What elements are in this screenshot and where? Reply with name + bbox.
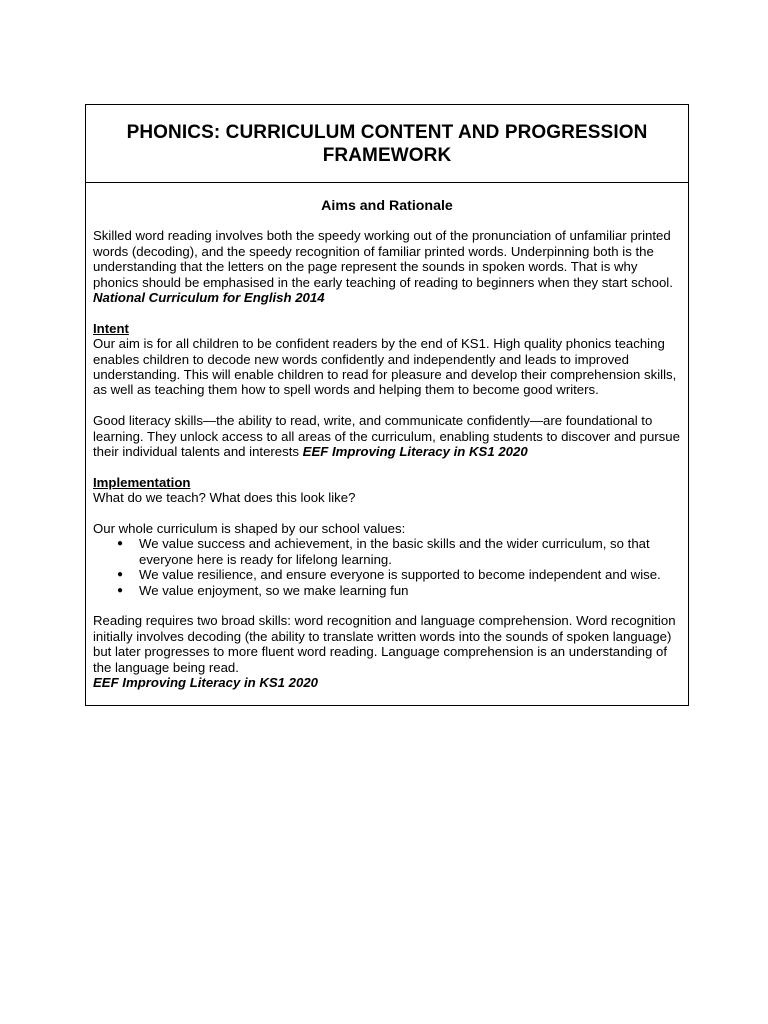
values-intro: Our whole curriculum is shaped by our school values: xyxy=(93,521,406,537)
intent-heading: Intent xyxy=(93,320,129,336)
intent-paragraph-2-citation: EEF Improving Literacy in KS1 2020 xyxy=(302,444,528,460)
rationale-paragraph: Skilled word reading involves both the speedy working out of the pronunciation of unfamiliar printed words (decoding), and the speedy recognition of familiar printed words. Underpinning both is the understanding that the letters on the page represent the sounds in spoken words. That is why phonics should be emphasised in the early teaching of reading to beginners when they start school. xyxy=(93,228,673,290)
implementation-heading: Implementation xyxy=(93,474,191,490)
reading-paragraph: Reading requires two broad skills: word recognition and language comprehension. Word recognition initially involves decoding (the ability to translate written words into the sounds of spoken language) but later progresses to more fluent word reading. Language comprehension is an understanding of the language being read. xyxy=(93,613,676,675)
intent-paragraph-1: Our aim is for all children to be confident readers by the end of KS1. High quality phonics teaching enables children to decode new words confidently and independently and leads to improved understanding. This will enable children to read for pleasure and develop their comprehension skills, as well as teaching them how to spell words and helping them to become good writers. xyxy=(93,336,677,398)
intent-paragraph-2 xyxy=(93,413,681,459)
content-cell xyxy=(86,183,688,705)
list-item: ● We value resilience, and ensure everyone is supported to become independent and wise. xyxy=(139,567,681,582)
values-list xyxy=(93,536,681,598)
intent-paragraph-2-text: Good literacy skills—the ability to read, write, and communicate confidently—are foundational to learning. They unlock access to all areas of the curriculum, enabling students to discover and pursue their individual talents and interests xyxy=(93,413,680,460)
document-table xyxy=(85,104,689,706)
section-heading: Aims and Rationale xyxy=(321,198,453,214)
reading-citation: EEF Improving Literacy in KS1 2020 xyxy=(93,675,318,691)
rationale-citation: National Curriculum for English 2014 xyxy=(93,290,325,306)
list-item: ● We value success and achievement, in the basic skills and the wider curriculum, so that everyone here is ready for lifelong learning. xyxy=(139,536,681,567)
list-item: ● We value enjoyment, so we make learning fun xyxy=(139,583,681,598)
document-title: PHONICS: CURRICULUM CONTENT AND PROGRESSION FRAMEWORK xyxy=(126,121,648,166)
implementation-question: What do we teach? What does this look like? xyxy=(93,490,356,506)
title-cell xyxy=(86,105,688,183)
